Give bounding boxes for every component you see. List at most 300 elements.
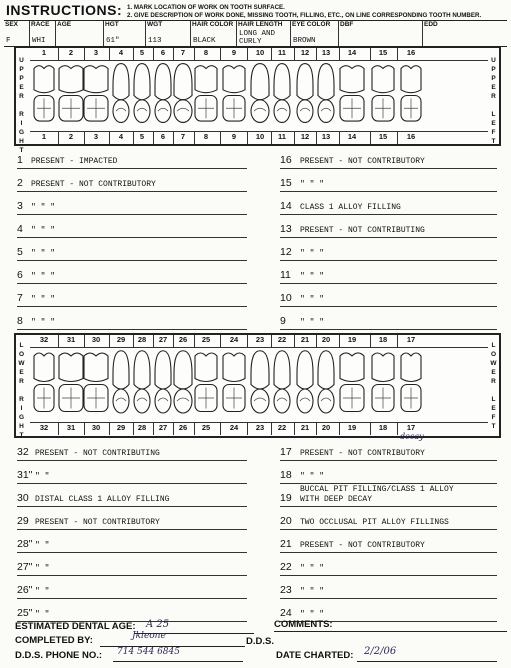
upper-dental-chart (14, 46, 501, 154)
dental-age-value: A 25 (146, 619, 170, 630)
tooth-column-divider (153, 132, 154, 144)
decay-annotation: decay (400, 432, 424, 441)
tooth-column-divider (173, 423, 174, 435)
upper-tooth-8[interactable] (195, 66, 217, 121)
lower-right-entry-row[interactable] (17, 461, 247, 484)
tooth-entry-number: 26" (17, 584, 33, 596)
tooth-column-divider (370, 132, 371, 144)
lower-left-entry-row[interactable] (280, 438, 497, 461)
tooth-entry-number: 13 (280, 223, 292, 235)
lower-tooth-number-22: 22 (277, 335, 287, 344)
hair-length-label: HAIR LENGTH (238, 21, 283, 28)
eye-color-label: EYE COLOR (292, 21, 331, 28)
upper-tooth-number-5: 5 (139, 132, 145, 141)
tooth-column-divider (109, 335, 110, 347)
tooth-entry-number: 22 (280, 561, 292, 573)
upper-right-label: U P P E R R I G H T (18, 57, 25, 154)
lower-tooth-number-25: 25 (201, 423, 211, 432)
tooth-column-divider (133, 423, 134, 435)
upper-left-entry-row[interactable] (280, 215, 497, 238)
upper-left-entry-row[interactable] (280, 192, 497, 215)
lower-tooth-number-25: 25 (201, 335, 211, 344)
sex-value: F (6, 37, 11, 45)
lower-right-entry-row[interactable] (17, 576, 247, 599)
upper-right-entry-row[interactable] (17, 146, 247, 169)
tooth-column-divider (370, 335, 371, 347)
tooth-entry-description: PRESENT - NOT CONTRIBUTORY (300, 541, 425, 550)
tooth-entry-number: 16 (280, 154, 292, 166)
tooth-column-divider (220, 423, 221, 435)
lower-tooth-24[interactable] (223, 353, 245, 412)
upper-tooth-numbers-bottom (30, 131, 488, 144)
tooth-column-divider (133, 335, 134, 347)
upper-tooth-number-8: 8 (203, 48, 209, 57)
lower-right-entry-row[interactable] (17, 484, 247, 507)
lower-tooth-20[interactable] (318, 351, 334, 413)
tooth-entry-number: 4 (17, 223, 23, 235)
tooth-column-divider (397, 48, 398, 60)
hair-length-field[interactable] (236, 21, 291, 46)
upper-tooth-15[interactable] (372, 66, 394, 121)
tooth-column-divider (339, 423, 340, 435)
edd-label: EDD (424, 21, 438, 28)
instruction-1: 1. MARK LOCATION OF WORK ON TOOTH SURFACE. (127, 4, 285, 11)
tooth-entry-description: " " (35, 610, 50, 619)
tooth-column-divider (153, 335, 154, 347)
upper-tooth-number-1: 1 (41, 48, 47, 57)
tooth-column-divider (194, 335, 195, 347)
lower-left-label: L O W E R L E F T (490, 342, 497, 430)
dbf-field[interactable] (338, 21, 423, 46)
lower-tooth-number-24: 24 (229, 423, 239, 432)
upper-tooth-number-9: 9 (231, 132, 237, 141)
lower-tooth-23[interactable] (251, 351, 269, 413)
tooth-entry-number: 6 (17, 269, 23, 281)
tooth-entry-description: " " (35, 564, 50, 573)
lower-tooth-number-26: 26 (178, 335, 188, 344)
upper-right-entry-row[interactable] (17, 192, 247, 215)
upper-right-entry-row[interactable] (17, 169, 247, 192)
lower-right-entry-row[interactable] (17, 599, 247, 622)
lower-tooth-number-32: 32 (39, 335, 49, 344)
lower-tooth-number-32: 32 (39, 423, 49, 432)
lower-tooth-number-31: 31 (66, 423, 76, 432)
age-label: AGE (57, 21, 72, 28)
tooth-column-divider (194, 132, 195, 144)
tooth-column-divider (294, 132, 295, 144)
dbf-label: DBF (340, 21, 354, 28)
tooth-entry-description: " " " (300, 318, 325, 327)
dds-label: D.D.S. (246, 636, 274, 647)
lower-tooth-number-21: 21 (300, 335, 310, 344)
upper-tooth-11[interactable] (274, 64, 290, 123)
tooth-entry-number: 31" (17, 469, 33, 481)
tooth-entry-description: DISTAL CLASS 1 ALLOY FILLING (35, 495, 170, 504)
upper-tooth-number-12: 12 (300, 48, 310, 57)
tooth-entry-description: PRESENT - NOT CONTRIBUTING (300, 226, 425, 235)
tooth-entry-description: " " " (300, 249, 325, 258)
tooth-entry-description: CLASS 1 ALLOY FILLING (300, 203, 401, 212)
date-charted-label: DATE CHARTED: (276, 650, 354, 661)
tooth-column-divider (247, 423, 248, 435)
upper-tooth-number-13: 13 (321, 132, 331, 141)
tooth-entry-description: BUCCAL PIT FILLING/CLASS 1 ALLOY WITH DEEP DECAY (300, 485, 454, 504)
tooth-entry-number: 14 (280, 200, 292, 212)
tooth-entry-description: " " " (300, 295, 325, 304)
edd-field[interactable] (422, 21, 508, 46)
tooth-column-divider (294, 48, 295, 60)
lower-tooth-number-30: 30 (91, 335, 101, 344)
lower-tooth-31[interactable] (59, 353, 83, 412)
tooth-entry-description: " " " (31, 203, 56, 212)
tooth-entry-number: 1 (17, 154, 23, 166)
tooth-entry-description: " " " (300, 610, 325, 619)
hair-length-value: LONG AND CURLY (239, 30, 276, 46)
tooth-column-divider (247, 132, 248, 144)
tooth-entry-description: PRESENT - NOT CONTRIBUTORY (300, 449, 425, 458)
lower-tooth-30[interactable] (84, 353, 108, 412)
lower-tooth-number-20: 20 (321, 423, 331, 432)
dental-age-label: ESTIMATED DENTAL AGE: (15, 621, 136, 632)
upper-tooth-9[interactable] (223, 66, 245, 121)
upper-right-entry-row[interactable] (17, 215, 247, 238)
tooth-entry-number: 8 (17, 315, 23, 327)
completed-by-label: COMPLETED BY: (15, 635, 93, 646)
upper-tooth-number-4: 4 (118, 132, 124, 141)
height-field[interactable] (103, 21, 146, 46)
tooth-entry-description: " " (35, 541, 50, 550)
tooth-entry-number: 9 (280, 315, 286, 327)
lower-tooth-17[interactable] (401, 353, 421, 412)
upper-tooth-number-11: 11 (278, 48, 286, 57)
tooth-column-divider (153, 423, 154, 435)
tooth-entry-description: PRESENT - NOT CONTRIBUTORY (300, 157, 425, 166)
tooth-entry-number: 29 (17, 515, 29, 527)
race-label: RACE (31, 21, 50, 28)
entry-underline (280, 329, 497, 330)
tooth-column-divider (370, 423, 371, 435)
tooth-column-divider (271, 132, 272, 144)
upper-tooth-number-2: 2 (68, 132, 74, 141)
upper-tooth-number-16: 16 (406, 48, 416, 57)
tooth-entry-number: 10 (280, 292, 292, 304)
race-field[interactable] (29, 21, 56, 46)
hair-color-label: HAIR COLOR (192, 21, 234, 28)
upper-right-entry-row[interactable] (17, 261, 247, 284)
eye-color-value: BROWN (293, 37, 316, 45)
upper-tooth-number-1: 1 (41, 132, 47, 141)
tooth-entry-description: " " (35, 472, 50, 481)
lower-right-entry-row[interactable] (17, 438, 247, 461)
upper-tooth-number-7: 7 (180, 48, 186, 57)
tooth-entry-number: 17 (280, 446, 292, 458)
upper-tooth-2[interactable] (59, 66, 83, 121)
upper-tooth-number-13: 13 (321, 48, 331, 57)
tooth-entry-number: 21 (280, 538, 292, 550)
upper-tooth-number-16: 16 (406, 132, 416, 141)
lower-tooth-number-31: 31 (66, 335, 76, 344)
phone-label: D.D.S. PHONE NO.: (15, 650, 103, 661)
hair-color-value: BLACK (193, 37, 216, 45)
tooth-entry-description: " " (35, 587, 50, 596)
tooth-column-divider (339, 132, 340, 144)
lower-tooth-19[interactable] (340, 353, 364, 412)
upper-tooth-number-14: 14 (347, 48, 357, 57)
lower-tooth-number-28: 28 (137, 335, 147, 344)
sex-label: SEX (5, 21, 19, 28)
tooth-entry-number: 15 (280, 177, 292, 189)
upper-tooth-number-10: 10 (255, 132, 265, 141)
comments-label: COMMENTS: (274, 619, 333, 630)
tooth-entry-number: 5 (17, 246, 23, 258)
tooth-entry-description: " " " (300, 564, 325, 573)
tooth-column-divider (109, 423, 110, 435)
tooth-column-divider (173, 132, 174, 144)
eye-color-field[interactable] (290, 21, 339, 46)
entry-underline (17, 329, 247, 330)
tooth-entry-number: 2 (17, 177, 23, 189)
lower-tooth-26[interactable] (174, 351, 192, 413)
upper-tooth-number-5: 5 (139, 48, 145, 57)
lower-tooth-number-26: 26 (178, 423, 188, 432)
lower-tooth-number-18: 18 (378, 335, 388, 344)
lower-tooth-number-22: 22 (277, 423, 287, 432)
tooth-entry-number: 20 (280, 515, 292, 527)
subject-info-row (4, 20, 507, 47)
upper-left-entry-row[interactable] (280, 284, 497, 307)
upper-tooth-3[interactable] (84, 66, 108, 121)
tooth-column-divider (133, 48, 134, 60)
lower-tooth-number-21: 21 (300, 423, 310, 432)
upper-tooth-number-12: 12 (300, 132, 310, 141)
lower-tooth-number-23: 23 (255, 335, 265, 344)
tooth-column-divider (109, 48, 110, 60)
upper-tooth-7[interactable] (174, 64, 192, 123)
upper-left-entry-row[interactable] (280, 169, 497, 192)
upper-tooth-1[interactable] (34, 66, 54, 121)
lower-tooth-18[interactable] (372, 353, 394, 412)
lower-tooth-number-28: 28 (137, 423, 147, 432)
upper-teeth-diagram (30, 60, 488, 131)
date-charted-value: 2/2/06 (364, 646, 397, 657)
tooth-column-divider (58, 423, 59, 435)
tooth-entry-number: 27" (17, 561, 33, 573)
upper-tooth-16[interactable] (401, 66, 421, 121)
tooth-column-divider (316, 132, 317, 144)
tooth-column-divider (370, 48, 371, 60)
weight-value: 113 (148, 37, 162, 45)
tooth-column-divider (271, 335, 272, 347)
upper-right-entry-row[interactable] (17, 238, 247, 261)
tooth-entry-description: TWO OCCLUSAL PIT ALLOY FILLINGS (300, 518, 449, 527)
upper-left-entry-row[interactable] (280, 146, 497, 169)
tooth-entry-description: PRESENT - IMPACTED (31, 157, 118, 166)
upper-tooth-number-3: 3 (93, 132, 99, 141)
tooth-entry-number: 12 (280, 246, 292, 258)
upper-tooth-number-15: 15 (378, 132, 388, 141)
upper-left-label: U P P E R L E F T (491, 57, 496, 145)
tooth-column-divider (247, 48, 248, 60)
tooth-column-divider (271, 423, 272, 435)
upper-tooth-10[interactable] (251, 64, 269, 123)
upper-tooth-number-4: 4 (118, 48, 124, 57)
hair-color-field[interactable] (190, 21, 237, 46)
weight-field[interactable] (145, 21, 191, 46)
tooth-column-divider (194, 48, 195, 60)
tooth-entry-number: 30 (17, 492, 29, 504)
upper-left-entry-row[interactable] (280, 238, 497, 261)
upper-tooth-6[interactable] (155, 64, 171, 123)
lower-tooth-number-24: 24 (229, 335, 239, 344)
upper-tooth-number-6: 6 (160, 132, 166, 141)
lower-left-entry-row[interactable] (280, 461, 497, 484)
upper-tooth-number-9: 9 (231, 48, 237, 57)
lower-dental-chart (14, 333, 501, 438)
tooth-column-divider (294, 423, 295, 435)
tooth-column-divider (339, 335, 340, 347)
tooth-column-divider (84, 423, 85, 435)
height-value: 61" (106, 37, 120, 45)
tooth-column-divider (133, 132, 134, 144)
tooth-entry-number: 7 (17, 292, 23, 304)
lower-left-entry-row[interactable] (280, 530, 497, 553)
upper-tooth-number-7: 7 (180, 132, 186, 141)
tooth-entry-number: 32 (17, 446, 29, 458)
lower-tooth-number-19: 19 (347, 423, 357, 432)
tooth-column-divider (194, 423, 195, 435)
lower-tooth-number-17: 17 (406, 335, 416, 344)
tooth-column-divider (294, 335, 295, 347)
upper-left-entry-row[interactable] (280, 261, 497, 284)
tooth-entry-description: " " " (31, 272, 56, 281)
lower-tooth-number-19: 19 (347, 335, 357, 344)
tooth-column-divider (58, 132, 59, 144)
tooth-column-divider (153, 48, 154, 60)
lower-tooth-21[interactable] (297, 351, 313, 413)
phone-line[interactable] (113, 661, 243, 662)
age-field[interactable] (55, 21, 104, 46)
tooth-entry-description: PRESENT - NOT CONTRIBUTORY (31, 180, 156, 189)
tooth-column-divider (339, 48, 340, 60)
upper-tooth-number-10: 10 (255, 48, 265, 57)
date-charted-line[interactable] (357, 661, 497, 662)
tooth-entry-description: " " " (31, 249, 56, 258)
tooth-entry-description: " " " (31, 226, 56, 235)
upper-tooth-number-2: 2 (68, 48, 74, 57)
lower-tooth-32[interactable] (34, 353, 54, 412)
tooth-column-divider (316, 48, 317, 60)
tooth-entry-number: 25" (17, 607, 33, 619)
lower-tooth-number-23: 23 (255, 423, 265, 432)
lower-right-entry-row[interactable] (17, 553, 247, 576)
lower-right-entry-row[interactable] (17, 530, 247, 553)
tooth-column-divider (58, 48, 59, 60)
race-value: WHI (32, 37, 46, 45)
tooth-column-divider (271, 48, 272, 60)
upper-tooth-4[interactable] (113, 64, 129, 123)
upper-tooth-number-14: 14 (347, 132, 357, 141)
tooth-entry-description: " " " (300, 272, 325, 281)
tooth-entry-description: " " " (300, 587, 325, 596)
lower-tooth-number-17: 17 (406, 423, 416, 432)
tooth-entry-description: PRESENT - NOT CONTRIBUTING (35, 449, 160, 458)
tooth-entry-description: PRESENT - NOT CONTRIBUTORY (35, 518, 160, 527)
lower-left-entry-row[interactable] (280, 553, 497, 576)
lower-left-entry-row[interactable] (280, 484, 497, 507)
lower-tooth-number-20: 20 (321, 335, 331, 344)
instruction-2: 2. GIVE DESCRIPTION OF WORK DONE, MISSING TOOTH, FILLING, ETC., ON LINE CORRESPONDING TOOTH NUMBER. (127, 12, 482, 19)
upper-right-entry-row[interactable] (17, 284, 247, 307)
lower-tooth-number-29: 29 (116, 423, 126, 432)
comments-line[interactable] (274, 631, 507, 632)
lower-tooth-number-27: 27 (158, 423, 168, 432)
lower-left-entry-row[interactable] (280, 507, 497, 530)
upper-tooth-14[interactable] (340, 66, 364, 121)
tooth-column-divider (397, 132, 398, 144)
tooth-entry-number: 3 (17, 200, 23, 212)
sex-field[interactable] (4, 21, 29, 46)
lower-tooth-27[interactable] (155, 351, 171, 413)
lower-right-label: L O W E R R I G H T (18, 342, 25, 439)
tooth-entry-number: 23 (280, 584, 292, 596)
tooth-entry-number: 18 (280, 469, 292, 481)
tooth-column-divider (316, 423, 317, 435)
upper-right-entry-row[interactable] (17, 307, 247, 330)
upper-tooth-12[interactable] (297, 64, 313, 123)
tooth-entry-number: 19 (280, 492, 292, 504)
tooth-column-divider (58, 335, 59, 347)
lower-teeth-diagram (30, 347, 488, 422)
height-label: HGT (105, 21, 119, 28)
upper-tooth-number-6: 6 (160, 48, 166, 57)
lower-tooth-25[interactable] (195, 353, 217, 412)
lower-tooth-22[interactable] (274, 351, 290, 413)
weight-label: WGT (147, 21, 163, 28)
upper-tooth-number-15: 15 (378, 48, 388, 57)
tooth-column-divider (173, 335, 174, 347)
lower-tooth-28[interactable] (134, 351, 150, 413)
tooth-column-divider (316, 335, 317, 347)
tooth-entry-number: 28" (17, 538, 33, 550)
phone-value: 714 544 6845 (117, 647, 180, 657)
tooth-entry-description: " " " (31, 295, 56, 304)
lower-right-entry-row[interactable] (17, 507, 247, 530)
tooth-entry-description: " " " (31, 318, 56, 327)
tooth-column-divider (397, 335, 398, 347)
upper-tooth-5[interactable] (134, 64, 150, 123)
tooth-column-divider (220, 132, 221, 144)
upper-tooth-13[interactable] (318, 64, 334, 123)
lower-tooth-number-18: 18 (378, 423, 388, 432)
tooth-column-divider (247, 335, 248, 347)
lower-tooth-number-30: 30 (91, 423, 101, 432)
lower-tooth-number-29: 29 (116, 335, 126, 344)
lower-tooth-number-27: 27 (158, 335, 168, 344)
upper-tooth-number-8: 8 (203, 132, 209, 141)
upper-left-entry-row[interactable] (280, 307, 497, 330)
tooth-column-divider (397, 423, 398, 435)
tooth-entry-description: " " " (300, 472, 325, 481)
tooth-column-divider (84, 132, 85, 144)
tooth-entry-number: 24 (280, 607, 292, 619)
upper-tooth-number-11: 11 (278, 132, 286, 141)
upper-tooth-number-3: 3 (93, 48, 99, 57)
tooth-column-divider (220, 48, 221, 60)
tooth-column-divider (84, 48, 85, 60)
lower-left-entry-row[interactable] (280, 576, 497, 599)
tooth-column-divider (109, 132, 110, 144)
lower-tooth-29[interactable] (113, 351, 129, 413)
